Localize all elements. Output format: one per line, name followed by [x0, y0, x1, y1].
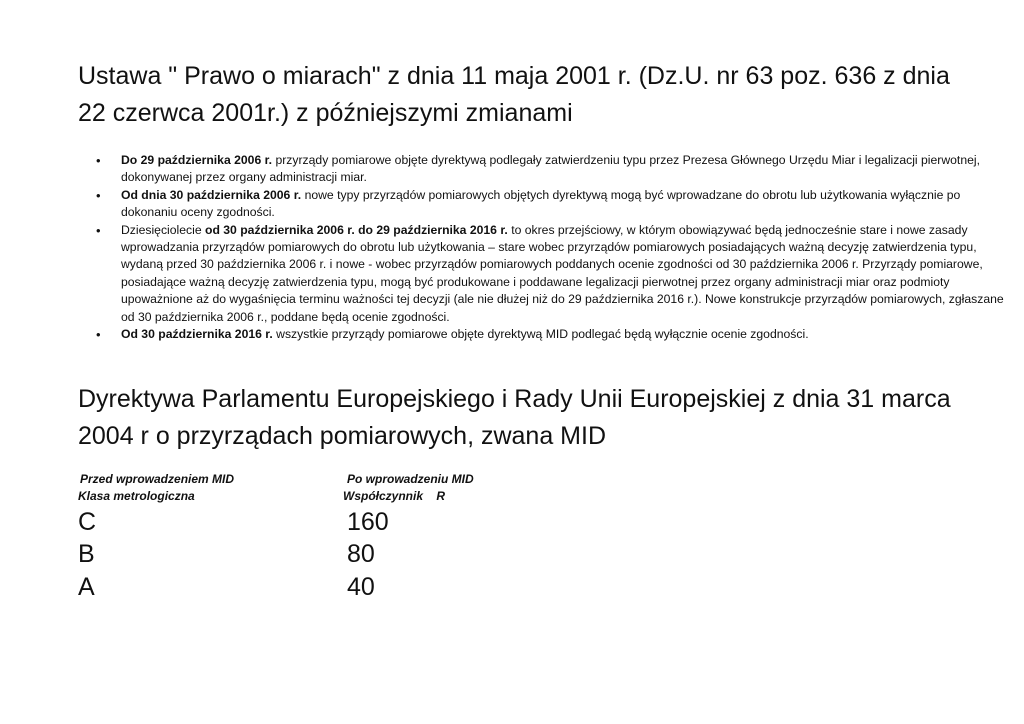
right-column-header: Po wprowadzeniu MID [347, 472, 474, 486]
transition-bullet-list [78, 152, 1013, 343]
bullet-text: wszystkie przyrządy pomiarowe objęte dyrektywą MID podlegać będą wyłącznie ocenie zgodności. [272, 327, 809, 342]
bullet-item [121, 326, 1013, 343]
bullet-date: od 30 października 2006 r. do 29 października 2016 r. [205, 222, 508, 237]
bullet-text: nowe typy przyrządów pomiarowych objętych dyrektywą mogą być wprowadzane do obrotu lub użytkowania wyłącznie po dokonaniu oceny zgodności. [121, 187, 961, 220]
bullet-item [121, 222, 1013, 326]
act-title: Ustawa " Prawo o miarach" z dnia 11 maja 2001 r. (Dz.U. nr 63 poz. 636 z dnia 22 czerwca 2001r.) z późniejszymi zmianami [78, 62, 950, 127]
bullet-date: Do 29 października 2006 r. [121, 153, 273, 167]
factor-cell: 40 [347, 573, 375, 601]
left-column-header: Przed wprowadzeniem MID [80, 472, 235, 486]
class-cell: A [78, 573, 95, 601]
right-column-subheader: Współczynnik R [343, 489, 446, 503]
directive-title: Dyrektywa Parlamentu Europejskiego i Rady Unii Europejskiej z dnia 31 marca 2004 r o przyrządach pomiarowych, zwana MID [78, 385, 951, 450]
left-column-subheader: Klasa metrologiczna [78, 489, 195, 503]
bullet-date: Od dnia 30 października 2006 r. [121, 187, 302, 202]
factor-cell: 160 [347, 508, 389, 536]
bullet-text: przyrządy pomiarowe objęte dyrektywą podlegały zatwierdzeniu typu przez Prezesa Głównego Urzędu Miar i legalizacji pierwotnej, dokonywanej przez organy administracji miar. [121, 153, 980, 185]
bullet-item [121, 187, 1013, 222]
bullet-date: Od 30 października 2016 r. [121, 327, 273, 342]
class-cell: C [78, 508, 97, 536]
class-cell: B [78, 540, 95, 568]
bullet-prefix: Dziesięciolecie [121, 222, 205, 237]
factor-cell: 80 [347, 540, 375, 568]
bullet-text: to okres przejściowy, w którym obowiązywać będą jednocześnie stare i nowe zasady wprowadzania przyrządów pomiarowych do obrotu lub użytkowania – stare wobec przyrządów pomiarowych posiadających ważną decyzję zatwierdzenia typu, wydaną przed 30 października 2006 r. i nowe - wobec przyrządów pomiarowych poddanych ocenie zgodności od 30 października 2006 r. Przyrządy pomiarowe, posiadające ważną decyzję zatwierdzenia typu, mogą być produkowane i poddawane legalizacji pierwotnej przez organy administracji miar oraz podmioty upoważnione aż do wygaśnięcia terminu ważności tej decyzji (ale nie dłużej niż do 29 października 2016 r.). Nowe konstrukcje przyrządów pomiarowych, zgłaszane od 30 października 2006 r., poddane będą ocenie zgodności. [121, 222, 1004, 324]
bullet-item [121, 152, 1013, 187]
